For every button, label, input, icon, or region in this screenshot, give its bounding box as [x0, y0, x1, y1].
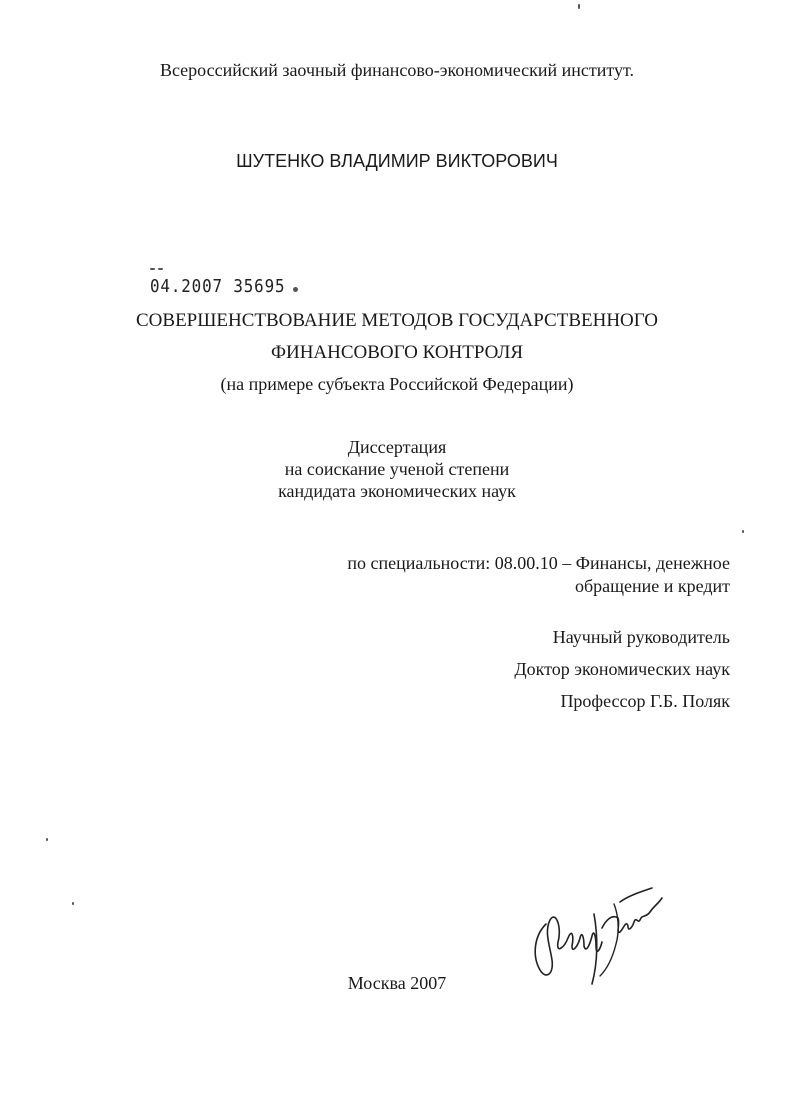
scan-speck — [72, 902, 74, 905]
degree-line-3: кандидата экономических наук — [278, 481, 516, 501]
supervisor-role: Научный руководитель — [552, 627, 730, 647]
stamp-mark — [158, 268, 163, 270]
degree-line-2: на соискание ученой степени — [284, 459, 510, 479]
degree-line-1: Диссертация — [347, 437, 447, 457]
specialty-line-1: по специальности: 08.00.10 – Финансы, денежное — [347, 553, 730, 573]
specialty-line-2: обращение и кредит — [574, 576, 730, 596]
city-and-year: Москва 2007 — [347, 973, 447, 993]
supervisor-degree: Доктор экономических наук — [514, 659, 730, 679]
stamp-mark — [293, 287, 298, 292]
author-name: ШУТЕНКО ВЛАДИМИР ВИКТОРОВИЧ — [236, 151, 558, 171]
stamp-mark — [150, 268, 155, 270]
thesis-subtitle: (на примере субъекта Российской Федерации) — [220, 374, 574, 394]
scan-speck — [46, 838, 48, 841]
supervisor-name: Профессор Г.Б. Поляк — [560, 691, 730, 711]
scan-speck — [578, 4, 580, 9]
thesis-title-line-2: ФИНАНСОВОГО КОНТРОЛЯ — [270, 342, 524, 363]
institute-name: Всероссийский заочный финансово-экономический институт. — [159, 60, 635, 80]
scan-speck — [742, 530, 744, 533]
registration-stamp-number: 04.2007 35695 — [150, 276, 286, 297]
thesis-title-line-1: СОВЕРШЕНСТВОВАНИЕ МЕТОДОВ ГОСУДАРСТВЕННОГО — [136, 310, 658, 331]
